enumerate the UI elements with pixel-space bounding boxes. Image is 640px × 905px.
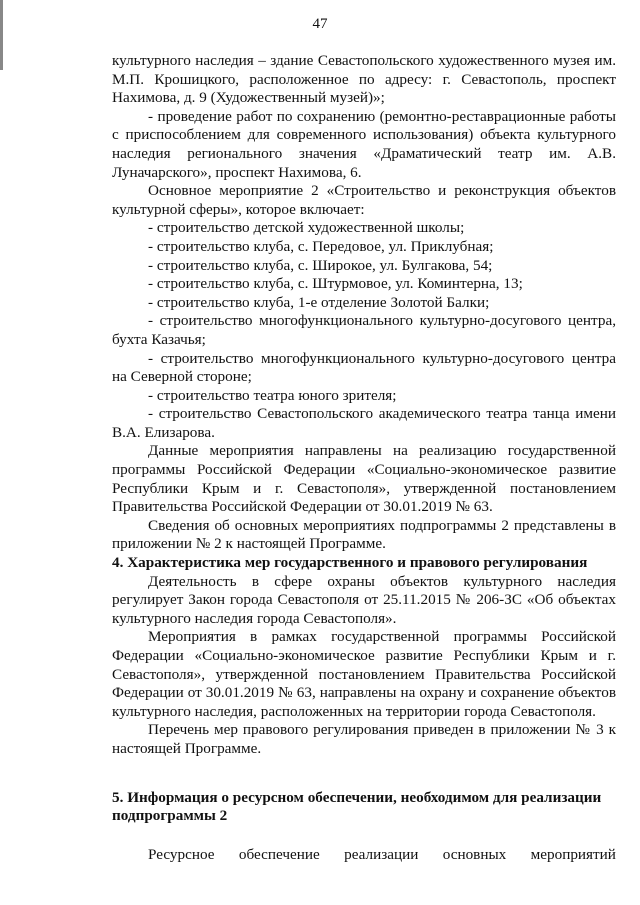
paragraph-resource-provision [112,846,616,865]
paragraph-main-activity-2: Основное мероприятие 2 «Строительство и реконструкция объектов культурной сферы», которое включает: [112,182,616,218]
word: основных [442,845,507,863]
paragraph-museum-continuation: культурного наследия – здание Севастопольского художественного музея им. М.П. Крошицкого, расположенное по адресу: г. Севастополь, проспект Нахимова, д. 9 (Художественный музей)»; [112,52,616,107]
word: мероприятий [530,845,616,863]
paragraph-theatre-restoration: - проведение работ по сохранению (ремонтно-реставрационные работы с приспособлением для современного использования) объекта культурного наследия регионального значения «Драматический театр им. А.В. Луначарского», проспект Нахимова, 6. [112,107,616,181]
paragraph-state-program: Данные мероприятия направлены на реализацию государственной программы Российской Федерации «Социально-экономическое развитие Республики Крым и г. Севастополя», утвержденной постановлением Правительства Российской Федерации от 30.01.2019 № 63. [112,442,616,516]
list-item: - строительство театра юного зрителя; [148,386,397,404]
section-heading-5-line-2: подпрограммы 2 [112,807,228,825]
section-heading-5-line-1: 5. Информация о ресурсном обеспечении, необходимом для реализации [112,788,602,806]
list-item: - строительство детской художественной школы; [148,219,465,237]
section-heading-4: 4. Характеристика мер государственного и правового регулирования [112,554,588,572]
paragraph-appendix-3: Перечень мер правового регулирования приведен в приложении № 3 к настоящей Программе. [112,721,616,757]
paragraph-heritage-law: Деятельность в сфере охраны объектов культурного наследия регулирует Закон города Севастополя от 25.11.2015 № 206-ЗС «Об объектах культурного наследия города Севастополя». [112,572,616,627]
page-body [112,52,616,864]
list-item: - строительство Севастопольского академического театра танца имени В.А. Елизарова. [112,405,616,441]
paragraph-appendix-2: Сведения об основных мероприятиях подпрограммы 2 представлены в приложении № 2 к настоящей Программе. [112,516,616,553]
list-item: - строительство клуба, с. Штурмовое, ул. Коминтерна, 13; [148,275,523,293]
list-item: - строительство клуба, 1-е отделение Золотой Балки; [148,293,490,311]
section-heading-5 [112,789,616,826]
list-item: - строительство многофункционального культурно-досугового центра, бухта Казачья; [112,312,616,348]
page-number: 47 [312,16,328,32]
word: Ресурсное [148,845,215,863]
word: обеспечение [238,845,320,863]
list-item: - строительство многофункционального культурно-досугового центра на Северной стороне; [112,349,616,386]
list-item: - строительство клуба, с. Передовое, ул. Приклубная; [148,237,494,255]
scan-edge-mark [0,0,3,70]
list-item: - строительство клуба, с. Широкое, ул. Булгакова, 54; [148,256,493,274]
word: реализации [344,845,419,863]
paragraph-federal-program: Мероприятия в рамках государственной программы Российской Федерации «Социально-экономическое развитие Республики Крым и г. Севастополя», утвержденной постановлением Правительства Российской Федерации от 30.01.2019 № 63, направлены на охрану и сохранение объектов культурного наследия, расположенных на территории города Севастополя. [112,628,616,720]
